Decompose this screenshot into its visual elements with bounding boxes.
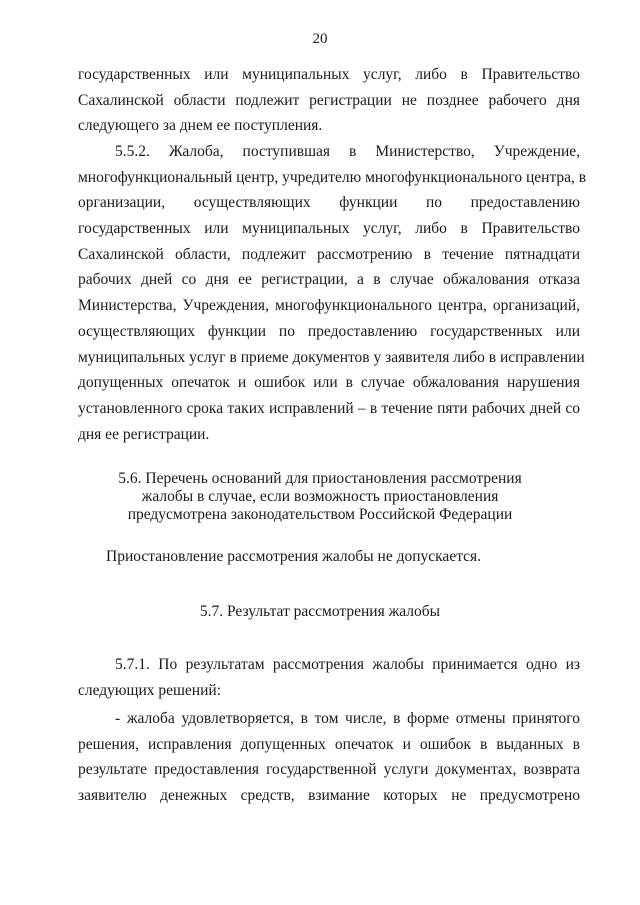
text-line: осуществляющих функции по предоставлению государственных или xyxy=(78,322,580,340)
text-line: дня ее регистрации. xyxy=(78,425,210,443)
text-line: следующего за днем ее поступления. xyxy=(78,117,323,135)
page-number: 20 xyxy=(312,31,328,47)
paragraph-5-5-2 xyxy=(78,139,587,447)
text-line: - жалоба удовлетворяется, в том числе, в форме отмены принятого xyxy=(115,710,580,727)
heading-line: 5.6. Перечень оснований для приостановления рассмотрения xyxy=(118,470,522,487)
text-line: Сахалинской области, подлежит рассмотрению в течение пятнадцати xyxy=(78,245,580,263)
text-line: допущенных опечаток и ошибок или в случае обжалования нарушения xyxy=(78,374,580,392)
text-line: организации, осуществляющих функции по предоставлению xyxy=(78,194,580,212)
paragraph-suspension: Приостановление рассмотрения жалобы не допускается. xyxy=(106,548,482,565)
heading-line: 5.7. Результат рассмотрения жалобы xyxy=(199,603,441,620)
text-line: Сахалинской области подлежит регистрации не позднее рабочего дня xyxy=(78,91,580,109)
section-heading-5-7 xyxy=(0,603,640,621)
text-line: государственных или муниципальных услуг, либо в Правительство xyxy=(78,220,580,238)
heading-line: жалобы в случае, если возможность приостановления xyxy=(141,488,499,505)
section-heading-5-6 xyxy=(0,470,640,524)
text-line: муниципальных услуг в приеме документов у заявителя либо в исправлении xyxy=(78,348,585,366)
text-line: государственных или муниципальных услуг, либо в Правительство xyxy=(78,66,580,83)
text-line: Министерства, Учреждения, многофункционального центра, организаций, xyxy=(78,297,580,315)
text-line: 5.5.2. Жалоба, поступившая в Министерство, Учреждение, xyxy=(115,143,580,160)
paragraph-continuation xyxy=(78,62,580,139)
text-line: 5.7.1. По результатам рассмотрения жалобы принимается одно из xyxy=(115,656,580,673)
paragraph-decision-item xyxy=(78,706,580,809)
text-line: рабочих дней со дня ее регистрации, а в случае обжалования отказа xyxy=(78,271,580,289)
text-line: заявителю денежных средств, взимание которых не предусмотрено xyxy=(78,787,580,805)
text-line: установленного срока таких исправлений – в течение пяти рабочих дней со xyxy=(78,399,580,417)
paragraph-5-7-1 xyxy=(78,652,580,703)
text-line: следующих решений: xyxy=(78,681,221,699)
text-line: многофункциональный центр, учредителю многофункционального центра, в xyxy=(78,168,587,186)
text-line: результате предоставления государственной услуги документах, возврата xyxy=(78,761,580,779)
text-line: решения, исправления допущенных опечаток и ошибок в выданных в xyxy=(78,735,580,753)
heading-line: предусмотрена законодательством Российской Федерации xyxy=(127,506,513,523)
